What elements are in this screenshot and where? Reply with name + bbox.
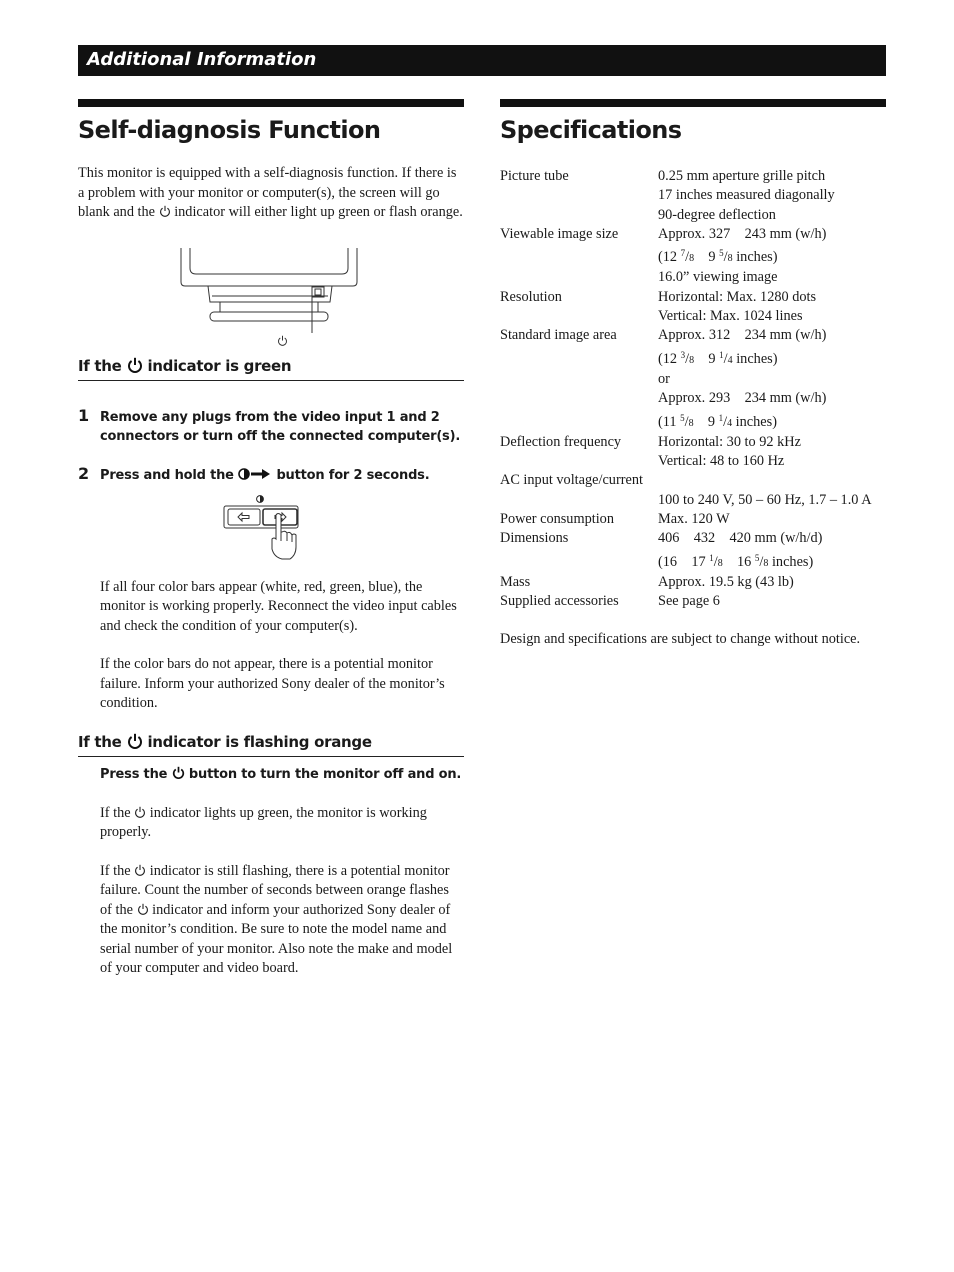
frac-slash: / (713, 553, 718, 570)
spec-row-accessories (500, 592, 886, 611)
specifications-title: Specifications (500, 116, 682, 144)
green-heading-b: indicator is green (147, 356, 292, 375)
spec-row-standard-area (500, 326, 886, 432)
spec-line: 90-degree deflection (658, 206, 776, 223)
orange-paragraph-2 (78, 862, 464, 979)
frac-text: (12 (658, 249, 681, 266)
section-title: Additional Information (87, 49, 317, 70)
spec-line: Approx. 327 243 mm (w/h) (658, 225, 827, 242)
monitor-front-illustration (78, 248, 464, 360)
frac-den: 8 (689, 354, 695, 366)
orange-para2-c: indicator and inform your authorized Sony dealer of the monitor’s condition. Be sure to note the model name and serial number of your monitor. Also note the make and model of your computer and video board. (100, 901, 453, 976)
heading-rule (500, 99, 886, 107)
spec-label: Viewable image size (500, 225, 619, 242)
step-number: 2 (78, 463, 90, 483)
power-icon (137, 903, 149, 916)
spec-line: or (658, 370, 670, 387)
orange-heading-b: indicator is flashing orange (147, 732, 372, 751)
orange-para1-b: indicator lights up green, the monitor is working properly. (100, 804, 427, 840)
frac-text: (11 (658, 413, 681, 430)
spec-row-ac-value (500, 491, 886, 510)
spec-label: Resolution (500, 288, 562, 305)
frac-num: 1 (709, 552, 714, 563)
frac-slash: / (759, 553, 764, 570)
spec-value (658, 433, 886, 472)
frac-slash: / (723, 413, 728, 430)
spec-line: Vertical: Max. 1024 lines (658, 308, 803, 325)
frac-text: 9 (693, 413, 719, 430)
frac-slash: / (684, 413, 689, 430)
spec-row-dimensions (500, 529, 886, 573)
power-icon (127, 733, 143, 750)
spec-row-mass (500, 573, 886, 592)
frac-den: 4 (727, 417, 733, 429)
orange-para1-a: If the (100, 804, 131, 821)
spec-label: Supplied accessories (500, 593, 619, 610)
orange-paragraph-1 (78, 804, 464, 843)
spec-label: Deflection frequency (500, 433, 622, 450)
section-header-bar (78, 45, 886, 76)
step-number: 1 (78, 405, 90, 425)
power-icon (134, 806, 146, 819)
frac-text: (12 (658, 350, 681, 367)
orange-heading-a: If the (78, 732, 122, 751)
frac-text: 16 (722, 553, 755, 570)
step-text: Remove any plugs from the video input 1 and 2 connectors or turn off the connected computer(s). (100, 409, 461, 444)
frac-text: inches) (768, 553, 814, 570)
spec-row-deflection (500, 433, 886, 472)
step2-text-b: button for 2 seconds. (276, 467, 430, 483)
green-paragraph-1: If all four color bars appear (white, red, green, blue), the monitor is working properly. Reconnect the video input cables and check the condition of your computer(s). (100, 578, 457, 634)
spec-line (658, 549, 886, 573)
frac-den: 4 (727, 354, 733, 366)
spec-label: Power consumption (500, 511, 614, 528)
spec-row-resolution (500, 288, 886, 327)
orange-indicator-heading (78, 733, 464, 757)
spec-value: Approx. 19.5 kg (43 lb) (658, 573, 794, 590)
frac-den: 8 (688, 417, 694, 429)
step2-text-a: Press and hold the (100, 467, 234, 483)
spec-value (658, 326, 886, 432)
spec-value (658, 529, 886, 573)
spec-line: 16.0” viewing image (658, 269, 778, 286)
spec-value (658, 167, 886, 225)
frac-num: 5 (719, 248, 724, 259)
spec-row-ac-input (500, 471, 886, 490)
step-1 (78, 405, 464, 446)
spec-line: Approx. 312 234 mm (w/h) (658, 327, 827, 344)
frac-den: 8 (717, 557, 723, 569)
spec-row-power (500, 510, 886, 529)
spec-line: Horizontal: 30 to 92 kHz (658, 433, 801, 450)
step-2 (78, 463, 464, 485)
spec-label: Picture tube (500, 168, 569, 184)
spec-line: 17 inches measured diagonally (658, 187, 835, 204)
spec-label: Dimensions (500, 530, 569, 547)
spec-line: 406 432 420 mm (w/h/d) (658, 530, 823, 547)
frac-slash: / (685, 249, 690, 266)
frac-den: 8 (689, 253, 695, 265)
brightness-arrow-icon (238, 468, 272, 480)
spec-label-spacer (500, 491, 658, 510)
orange-instr-b: button to turn the monitor off and on. (188, 766, 462, 782)
frac-num: 5 (680, 412, 685, 423)
self-diagnosis-column (78, 99, 464, 979)
button-press-illustration (78, 495, 464, 569)
frac-text: 9 (694, 249, 720, 266)
spec-label: AC input voltage/current (500, 472, 643, 489)
monitor-drawing (78, 248, 464, 352)
spec-line: 0.25 mm aperture grille pitch (658, 168, 826, 184)
frac-num: 1 (719, 349, 724, 360)
spec-line: Approx. 293 234 mm (w/h) (658, 390, 827, 407)
specifications-table (500, 167, 886, 612)
power-icon (134, 864, 146, 877)
frac-text: 9 (694, 350, 720, 367)
frac-den: 8 (727, 253, 733, 265)
step-text (100, 466, 464, 485)
heading-rule (78, 99, 464, 107)
frac-text: inches) (732, 413, 777, 430)
spec-label: Mass (500, 573, 531, 590)
spec-line (658, 409, 886, 433)
spec-line (658, 346, 886, 370)
spec-value (658, 288, 886, 327)
orange-para2-a: If the (100, 862, 131, 879)
spec-value (658, 225, 886, 288)
spec-label: Standard image area (500, 327, 617, 344)
intro-text-a: This monitor is equipped with a self-diagnosis function. If there is a problem with your monitor or computer(s), the screen will go blank and the (78, 165, 457, 220)
spec-row-viewable-size (500, 225, 886, 288)
green-paragraph-2: If the color bars do not appear, there is a potential monitor failure. Inform your authorized Sony dealer of the monitor’s condition. (100, 656, 445, 711)
frac-num: 7 (680, 248, 686, 259)
spec-line: Vertical: 48 to 160 Hz (658, 453, 785, 470)
frac-text: (16 17 (658, 553, 710, 570)
frac-text: inches) (732, 249, 778, 266)
frac-slash: / (723, 350, 728, 367)
intro-paragraph (78, 164, 464, 223)
intro-text-b: indicator will either light up green or flash orange. (174, 204, 463, 220)
specifications-note: Design and specifications are subject to change without notice. (500, 630, 861, 647)
frac-text: inches) (732, 350, 778, 367)
spec-line (658, 244, 886, 268)
control-buttons-drawing (78, 495, 464, 569)
spec-value: See page 6 (658, 593, 720, 610)
power-icon (279, 335, 287, 345)
power-icon (172, 766, 185, 780)
frac-slash: / (685, 350, 690, 367)
brightness-icon (257, 495, 264, 502)
frac-slash: / (723, 249, 728, 266)
frac-num: 5 (754, 552, 760, 563)
frac-num: 3 (680, 349, 686, 360)
green-heading-a: If the (78, 356, 122, 375)
orange-instr-a: Press the (100, 766, 168, 782)
spec-value: Max. 120 W (658, 511, 730, 528)
frac-den: 8 (763, 557, 769, 569)
self-diagnosis-title: Self-diagnosis Function (78, 116, 381, 144)
spec-row-picture-tube (500, 167, 886, 225)
spec-line: Horizontal: Max. 1280 dots (658, 288, 817, 305)
green-indicator-heading (78, 357, 464, 381)
spec-value: 100 to 240 V, 50 – 60 Hz, 1.7 – 1.0 A (658, 491, 872, 508)
specifications-column (500, 99, 886, 663)
orange-instruction (78, 765, 464, 784)
orange-para2-b: indicator is still flashing, there is a potential monitor failure. Count the number of seconds between orange flashes of the (100, 862, 450, 918)
power-icon (159, 205, 171, 218)
frac-num: 1 (718, 412, 724, 423)
